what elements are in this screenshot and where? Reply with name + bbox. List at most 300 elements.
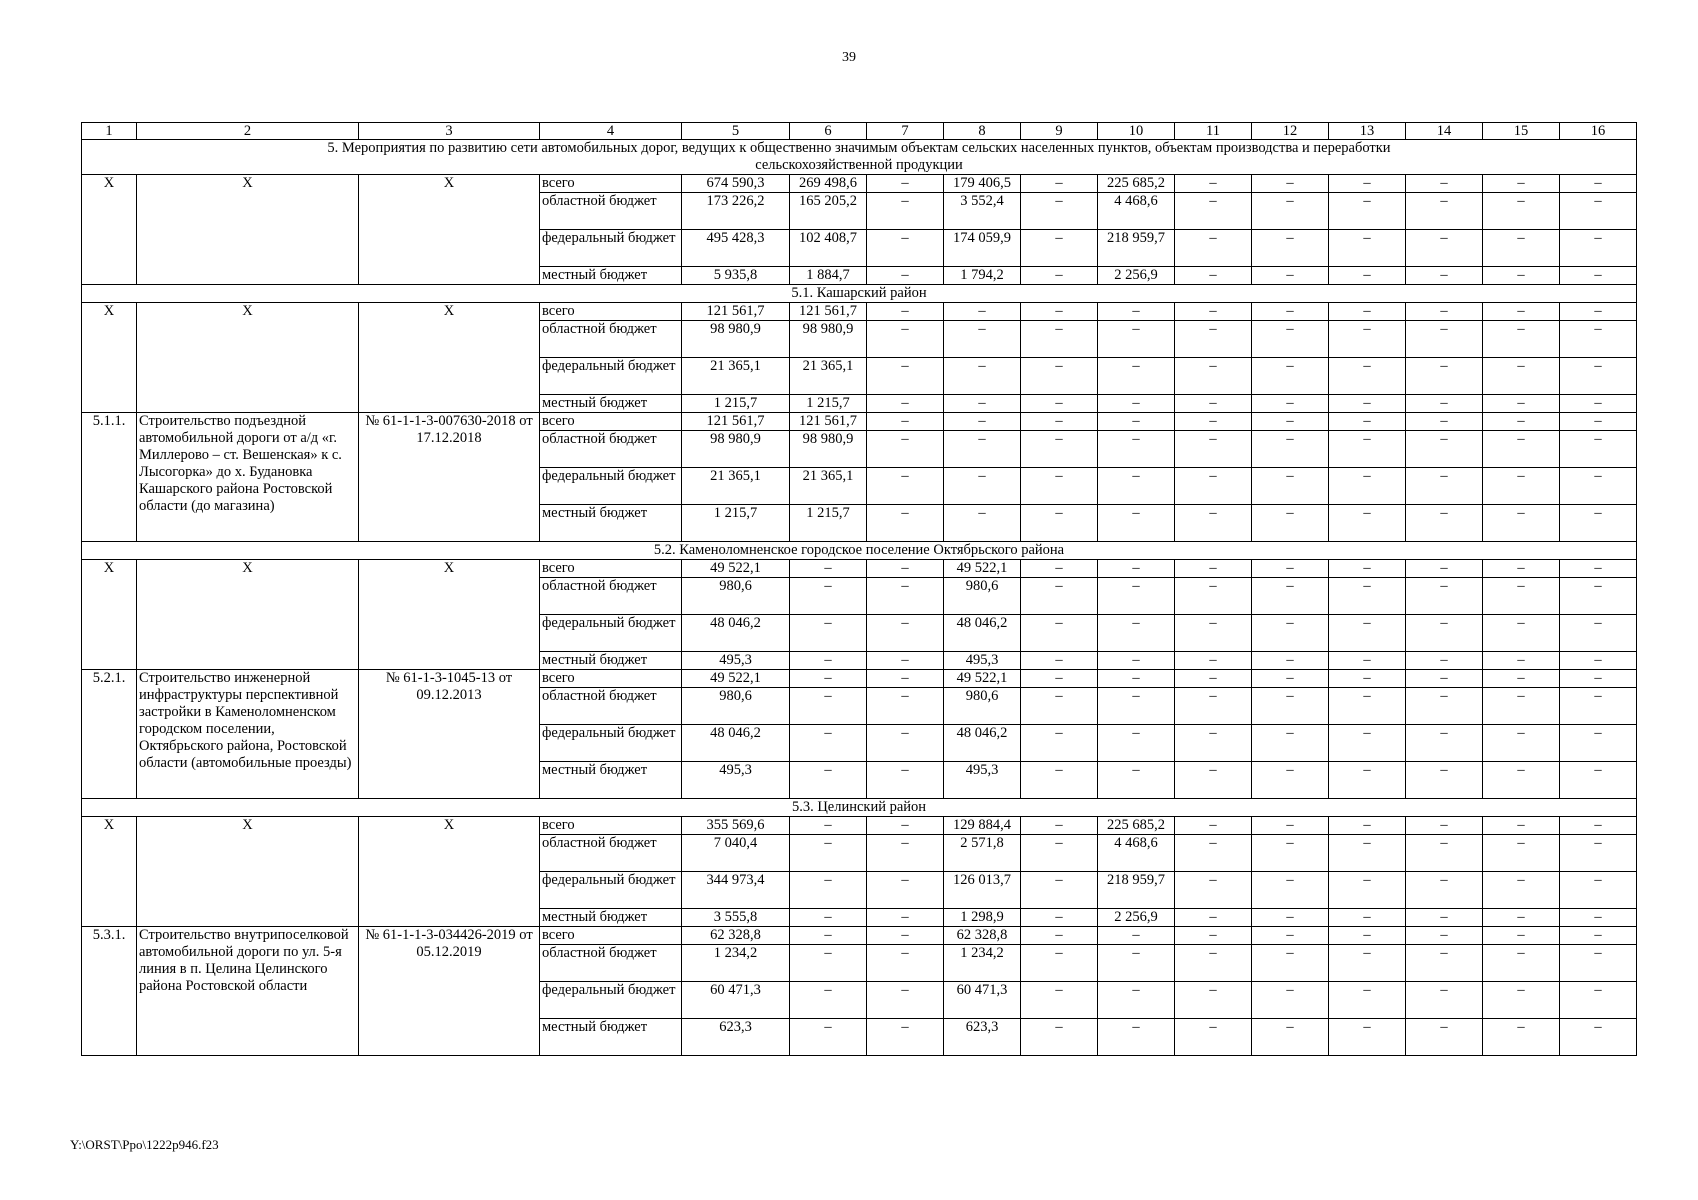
value-cell: – [1560, 505, 1637, 542]
value-cell: – [867, 468, 944, 505]
value-cell: – [1560, 230, 1637, 267]
value-cell: 1 234,2 [682, 945, 790, 982]
value-cell: 174 059,9 [944, 230, 1021, 267]
value-cell: – [1483, 193, 1560, 230]
measure-name-cell: X [137, 560, 359, 670]
value-cell: – [1560, 909, 1637, 927]
funding-source-cell: областной бюджет [540, 578, 682, 615]
value-cell: – [944, 431, 1021, 468]
value-cell: – [1175, 927, 1252, 945]
value-cell: – [1252, 431, 1329, 468]
value-cell: – [1175, 945, 1252, 982]
value-cell: – [1406, 468, 1483, 505]
value-cell: 1 215,7 [790, 505, 867, 542]
value-cell: – [1021, 670, 1098, 688]
value-cell: – [1560, 358, 1637, 395]
value-cell: – [1406, 560, 1483, 578]
value-cell: – [1483, 670, 1560, 688]
value-cell: – [867, 560, 944, 578]
value-cell: – [790, 872, 867, 909]
value-cell: 121 561,7 [682, 303, 790, 321]
value-cell: – [1406, 909, 1483, 927]
value-cell: – [1406, 505, 1483, 542]
value-cell: – [1329, 927, 1406, 945]
value-cell: – [1175, 578, 1252, 615]
value-cell: 1 215,7 [790, 395, 867, 413]
value-cell: – [790, 615, 867, 652]
subsection-title-row [82, 542, 1637, 560]
value-cell: – [1483, 560, 1560, 578]
column-number-cell: 2 [137, 123, 359, 140]
value-cell: 4 468,6 [1098, 193, 1175, 230]
value-cell: – [1560, 945, 1637, 982]
value-cell: 173 226,2 [682, 193, 790, 230]
value-cell: – [1252, 927, 1329, 945]
value-cell: – [1098, 927, 1175, 945]
item-number-cell: X [82, 560, 137, 670]
value-cell: 48 046,2 [944, 615, 1021, 652]
value-cell: – [1175, 615, 1252, 652]
value-cell: – [790, 578, 867, 615]
value-cell: – [1483, 505, 1560, 542]
value-cell: 98 980,9 [682, 431, 790, 468]
value-cell: – [1329, 652, 1406, 670]
value-cell: – [1329, 230, 1406, 267]
value-cell: – [1329, 468, 1406, 505]
measure-name-cell: Строительство подъездной автомобильной дороги от а/д «г. Миллерово – ст. Вешенская» к с. Лысогорка» до х. Будановка Кашарского района Ростовской области (до магазина) [137, 413, 359, 542]
value-cell: – [1252, 468, 1329, 505]
value-cell: – [1021, 321, 1098, 358]
value-cell: – [1406, 175, 1483, 193]
value-cell: – [867, 1019, 944, 1056]
value-cell: 62 328,8 [682, 927, 790, 945]
value-cell: – [1098, 358, 1175, 395]
table-row [82, 175, 1637, 193]
value-cell: – [790, 835, 867, 872]
value-cell: – [1560, 927, 1637, 945]
value-cell: – [1175, 267, 1252, 285]
funding-source-cell: областной бюджет [540, 688, 682, 725]
value-cell: – [1252, 578, 1329, 615]
value-cell: 495,3 [944, 762, 1021, 799]
funding-source-cell: федеральный бюджет [540, 982, 682, 1019]
value-cell: 3 555,8 [682, 909, 790, 927]
value-cell: 49 522,1 [682, 670, 790, 688]
value-cell: – [1483, 817, 1560, 835]
value-cell: – [1406, 615, 1483, 652]
value-cell: – [1098, 468, 1175, 505]
value-cell: – [1252, 725, 1329, 762]
value-cell: – [1483, 762, 1560, 799]
document-number-cell: X [359, 817, 540, 927]
value-cell: – [1406, 358, 1483, 395]
value-cell: – [1021, 395, 1098, 413]
value-cell: – [1329, 762, 1406, 799]
value-cell: – [867, 725, 944, 762]
value-cell: – [1560, 982, 1637, 1019]
value-cell: – [1483, 395, 1560, 413]
value-cell: 62 328,8 [944, 927, 1021, 945]
value-cell: – [867, 578, 944, 615]
value-cell: – [1098, 1019, 1175, 1056]
value-cell: – [1175, 358, 1252, 395]
value-cell: – [1560, 193, 1637, 230]
value-cell: – [790, 670, 867, 688]
value-cell: – [1098, 670, 1175, 688]
value-cell: – [1252, 175, 1329, 193]
value-cell: – [1483, 835, 1560, 872]
funding-source-cell: областной бюджет [540, 945, 682, 982]
value-cell: 2 256,9 [1098, 909, 1175, 927]
value-cell: – [1483, 267, 1560, 285]
value-cell: – [1098, 945, 1175, 982]
value-cell: – [1252, 652, 1329, 670]
funding-source-cell: областной бюджет [540, 321, 682, 358]
value-cell: – [1560, 303, 1637, 321]
value-cell: 121 561,7 [790, 413, 867, 431]
value-cell: – [1021, 817, 1098, 835]
value-cell: – [1329, 193, 1406, 230]
value-cell: – [1021, 303, 1098, 321]
value-cell: 129 884,4 [944, 817, 1021, 835]
value-cell: 1 884,7 [790, 267, 867, 285]
value-cell: – [944, 413, 1021, 431]
column-number-cell: 10 [1098, 123, 1175, 140]
value-cell: – [1406, 321, 1483, 358]
value-cell: 1 234,2 [944, 945, 1021, 982]
value-cell: 48 046,2 [944, 725, 1021, 762]
value-cell: – [1406, 872, 1483, 909]
value-cell: – [1483, 358, 1560, 395]
value-cell: – [1175, 1019, 1252, 1056]
value-cell: – [1175, 872, 1252, 909]
measure-name-cell: X [137, 303, 359, 413]
value-cell: – [1175, 560, 1252, 578]
value-cell: – [1329, 578, 1406, 615]
value-cell: 21 365,1 [790, 358, 867, 395]
value-cell: – [1406, 982, 1483, 1019]
value-cell: – [1175, 909, 1252, 927]
value-cell: – [1329, 560, 1406, 578]
value-cell: – [790, 945, 867, 982]
value-cell: – [867, 817, 944, 835]
funding-source-cell: местный бюджет [540, 909, 682, 927]
value-cell: – [1406, 431, 1483, 468]
value-cell: 60 471,3 [682, 982, 790, 1019]
table-row [82, 413, 1637, 431]
value-cell: – [1560, 615, 1637, 652]
value-cell: – [1252, 321, 1329, 358]
value-cell: – [1098, 413, 1175, 431]
value-cell: – [1329, 872, 1406, 909]
funding-source-cell: федеральный бюджет [540, 725, 682, 762]
value-cell: – [944, 395, 1021, 413]
value-cell: – [1406, 725, 1483, 762]
value-cell: 3 552,4 [944, 193, 1021, 230]
value-cell: – [1098, 652, 1175, 670]
value-cell: 218 959,7 [1098, 872, 1175, 909]
value-cell: – [1329, 321, 1406, 358]
value-cell: – [1021, 193, 1098, 230]
funding-source-cell: федеральный бюджет [540, 230, 682, 267]
section-title-row [82, 140, 1637, 175]
column-number-cell: 16 [1560, 123, 1637, 140]
table-row [82, 303, 1637, 321]
document-number-cell: № 61-1-3-1045-13 от 09.12.2013 [359, 670, 540, 799]
column-number-cell: 8 [944, 123, 1021, 140]
value-cell: – [1560, 688, 1637, 725]
value-cell: – [1175, 835, 1252, 872]
value-cell: – [1098, 725, 1175, 762]
value-cell: – [1329, 175, 1406, 193]
value-cell: – [1021, 909, 1098, 927]
value-cell: 980,6 [944, 578, 1021, 615]
funding-source-cell: областной бюджет [540, 193, 682, 230]
value-cell: – [1175, 688, 1252, 725]
value-cell: 126 013,7 [944, 872, 1021, 909]
value-cell: – [1483, 468, 1560, 505]
value-cell: 2 256,9 [1098, 267, 1175, 285]
value-cell: – [1175, 175, 1252, 193]
funding-source-cell: федеральный бюджет [540, 468, 682, 505]
value-cell: – [867, 909, 944, 927]
value-cell: 218 959,7 [1098, 230, 1175, 267]
value-cell: – [1021, 927, 1098, 945]
value-cell: – [867, 321, 944, 358]
value-cell: 980,6 [682, 578, 790, 615]
value-cell: 495 428,3 [682, 230, 790, 267]
value-cell: – [1329, 909, 1406, 927]
value-cell: – [1329, 395, 1406, 413]
table-row [82, 670, 1637, 688]
value-cell: – [790, 982, 867, 1019]
column-number-cell: 4 [540, 123, 682, 140]
value-cell: – [867, 303, 944, 321]
value-cell: 49 522,1 [682, 560, 790, 578]
value-cell: – [867, 835, 944, 872]
value-cell: 165 205,2 [790, 193, 867, 230]
value-cell: – [867, 762, 944, 799]
value-cell: – [1483, 945, 1560, 982]
value-cell: – [1483, 688, 1560, 725]
value-cell: – [1175, 652, 1252, 670]
value-cell: – [1175, 303, 1252, 321]
column-number-row [82, 123, 1637, 140]
value-cell: – [1406, 652, 1483, 670]
value-cell: – [1252, 230, 1329, 267]
value-cell: – [1406, 817, 1483, 835]
value-cell: – [1252, 358, 1329, 395]
value-cell: – [1021, 267, 1098, 285]
value-cell: – [1406, 927, 1483, 945]
value-cell: – [1021, 982, 1098, 1019]
value-cell: 269 498,6 [790, 175, 867, 193]
value-cell: – [1175, 230, 1252, 267]
value-cell: 98 980,9 [790, 321, 867, 358]
value-cell: – [1560, 817, 1637, 835]
value-cell: 49 522,1 [944, 560, 1021, 578]
value-cell: 98 980,9 [682, 321, 790, 358]
value-cell: – [1483, 652, 1560, 670]
value-cell: – [867, 193, 944, 230]
page-number: 39 [842, 50, 856, 65]
value-cell: 1 794,2 [944, 267, 1021, 285]
funding-source-cell: всего [540, 413, 682, 431]
value-cell: – [790, 560, 867, 578]
value-cell: 674 590,3 [682, 175, 790, 193]
value-cell: – [1175, 193, 1252, 230]
table-row [82, 560, 1637, 578]
value-cell: – [1021, 413, 1098, 431]
value-cell: 623,3 [682, 1019, 790, 1056]
value-cell: – [1329, 835, 1406, 872]
value-cell: – [1560, 321, 1637, 358]
value-cell: – [944, 505, 1021, 542]
value-cell: – [1252, 193, 1329, 230]
column-number-cell: 5 [682, 123, 790, 140]
value-cell: – [1252, 835, 1329, 872]
column-number-cell: 15 [1483, 123, 1560, 140]
value-cell: 623,3 [944, 1019, 1021, 1056]
value-cell: – [1483, 413, 1560, 431]
value-cell: – [1483, 927, 1560, 945]
value-cell: – [1021, 230, 1098, 267]
value-cell: – [1098, 321, 1175, 358]
value-cell: – [867, 872, 944, 909]
value-cell: – [1252, 303, 1329, 321]
value-cell: – [867, 267, 944, 285]
value-cell: – [1560, 835, 1637, 872]
column-number-cell: 14 [1406, 123, 1483, 140]
funding-source-cell: местный бюджет [540, 505, 682, 542]
value-cell: – [790, 762, 867, 799]
value-cell: – [867, 395, 944, 413]
value-cell: – [1021, 578, 1098, 615]
value-cell: – [1252, 1019, 1329, 1056]
value-cell: – [867, 688, 944, 725]
funding-source-cell: всего [540, 303, 682, 321]
value-cell: – [1175, 431, 1252, 468]
value-cell: 5 935,8 [682, 267, 790, 285]
value-cell: 225 685,2 [1098, 175, 1175, 193]
document-number-cell: X [359, 175, 540, 285]
value-cell: 980,6 [944, 688, 1021, 725]
value-cell: – [1406, 413, 1483, 431]
subsection-title-row [82, 799, 1637, 817]
document-number-cell: № 61-1-1-3-007630-2018 от 17.12.2018 [359, 413, 540, 542]
value-cell: – [1175, 982, 1252, 1019]
table-row [82, 927, 1637, 945]
value-cell: – [867, 431, 944, 468]
value-cell: – [1021, 1019, 1098, 1056]
value-cell: – [1406, 303, 1483, 321]
value-cell: – [867, 505, 944, 542]
funding-source-cell: федеральный бюджет [540, 872, 682, 909]
value-cell: – [867, 230, 944, 267]
value-cell: – [1252, 872, 1329, 909]
column-number-cell: 9 [1021, 123, 1098, 140]
value-cell: – [1098, 431, 1175, 468]
value-cell: – [1483, 909, 1560, 927]
value-cell: – [1560, 395, 1637, 413]
value-cell: 1 215,7 [682, 395, 790, 413]
value-cell: – [1098, 395, 1175, 413]
item-number-cell: 5.2.1. [82, 670, 137, 799]
value-cell: 1 215,7 [682, 505, 790, 542]
value-cell: – [1021, 615, 1098, 652]
value-cell: – [867, 652, 944, 670]
value-cell: – [1252, 688, 1329, 725]
value-cell: – [1329, 358, 1406, 395]
value-cell: – [1098, 303, 1175, 321]
value-cell: – [944, 321, 1021, 358]
value-cell: – [1021, 505, 1098, 542]
value-cell: – [1175, 817, 1252, 835]
value-cell: – [1560, 413, 1637, 431]
value-cell: – [1329, 725, 1406, 762]
measure-name-cell: X [137, 817, 359, 927]
value-cell: – [1329, 413, 1406, 431]
measure-name-cell: X [137, 175, 359, 285]
funding-source-cell: всего [540, 175, 682, 193]
value-cell: – [1175, 762, 1252, 799]
value-cell: – [790, 909, 867, 927]
value-cell: – [790, 688, 867, 725]
value-cell: – [790, 817, 867, 835]
value-cell: 179 406,5 [944, 175, 1021, 193]
value-cell: – [1560, 762, 1637, 799]
value-cell: – [867, 982, 944, 1019]
value-cell: 98 980,9 [790, 431, 867, 468]
funding-source-cell: местный бюджет [540, 267, 682, 285]
value-cell: – [1560, 578, 1637, 615]
column-number-cell: 12 [1252, 123, 1329, 140]
value-cell: – [1252, 560, 1329, 578]
value-cell: – [944, 358, 1021, 395]
value-cell: – [1406, 395, 1483, 413]
column-number-cell: 11 [1175, 123, 1252, 140]
funding-source-cell: федеральный бюджет [540, 615, 682, 652]
value-cell: – [1560, 652, 1637, 670]
value-cell: 21 365,1 [790, 468, 867, 505]
value-cell: 60 471,3 [944, 982, 1021, 1019]
value-cell: – [1560, 1019, 1637, 1056]
value-cell: – [1329, 982, 1406, 1019]
item-number-cell: 5.1.1. [82, 413, 137, 542]
funding-source-cell: местный бюджет [540, 395, 682, 413]
value-cell: 21 365,1 [682, 358, 790, 395]
value-cell: 48 046,2 [682, 725, 790, 762]
measure-name-cell: Строительство инженерной инфраструктуры перспективной застройки в Каменоломненском городском поселении, Октябрьского района, Ростовской области (автомобильные проезды) [137, 670, 359, 799]
value-cell: 4 468,6 [1098, 835, 1175, 872]
funding-source-cell: местный бюджет [540, 762, 682, 799]
value-cell: – [1483, 303, 1560, 321]
value-cell: – [1175, 725, 1252, 762]
value-cell: – [1252, 670, 1329, 688]
value-cell: – [1329, 1019, 1406, 1056]
funding-source-cell: местный бюджет [540, 652, 682, 670]
value-cell: – [1252, 615, 1329, 652]
value-cell: – [1175, 505, 1252, 542]
value-cell: 121 561,7 [790, 303, 867, 321]
budget-table [81, 122, 1637, 1056]
value-cell: – [1021, 431, 1098, 468]
value-cell: – [1560, 560, 1637, 578]
value-cell: – [1252, 505, 1329, 542]
item-number-cell: X [82, 303, 137, 413]
value-cell: – [1252, 762, 1329, 799]
value-cell: – [1560, 468, 1637, 505]
